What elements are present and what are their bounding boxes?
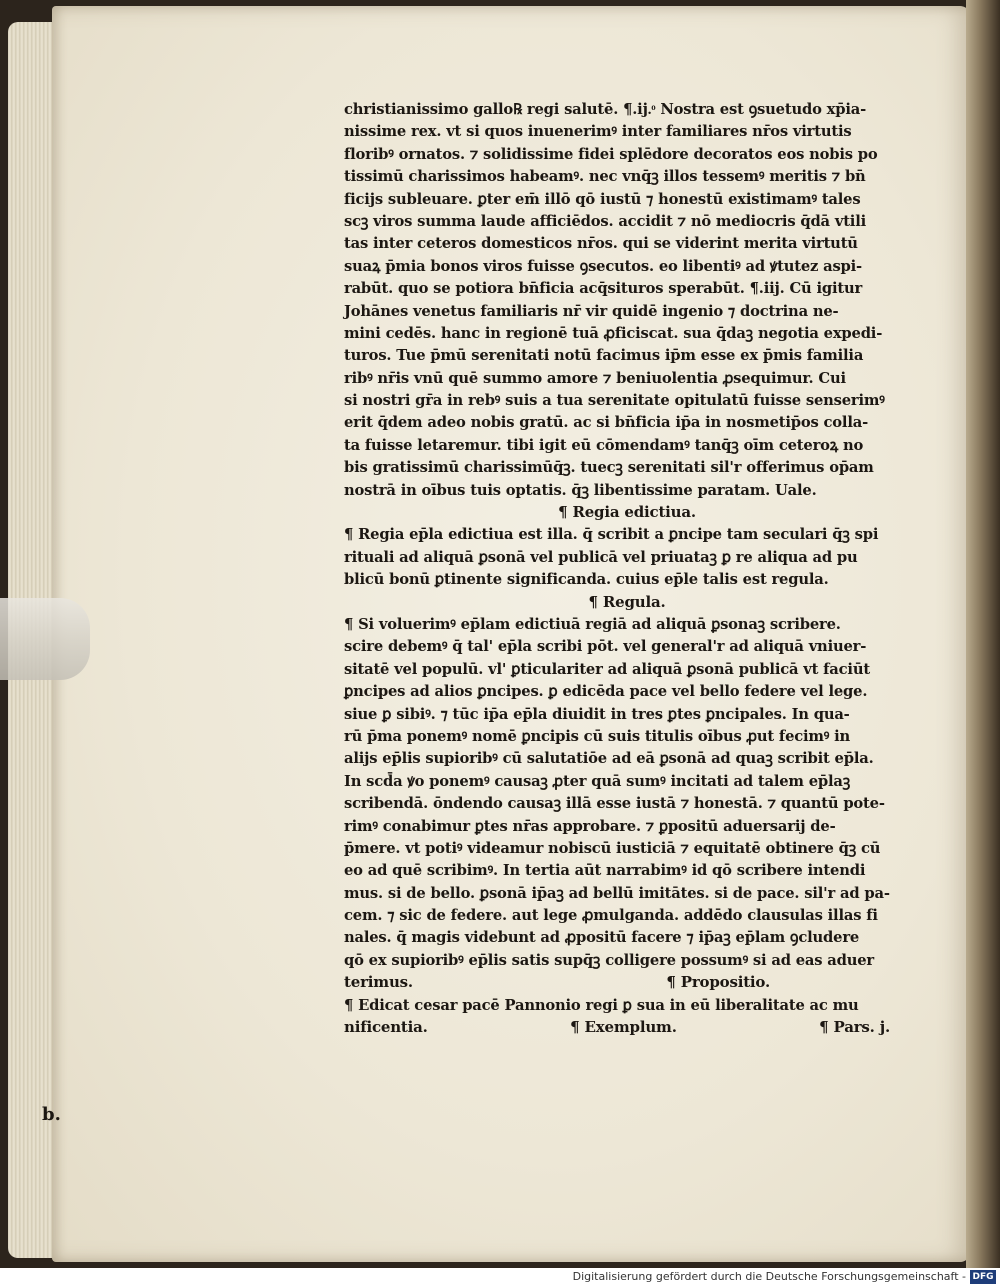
letter-line: scꝫ viros summa laude afficiēdos. accidit ⁊ nō mediocris q̄dā vtili [344, 211, 867, 230]
regia-line: rituali ad aliquā ꝑsonā vel publicā vel priuataꝫ ꝑ re aliqua ad pu [344, 547, 858, 566]
dfg-logo-icon: DFG [970, 1270, 996, 1284]
regula-line: eo ad quē scribimꝰ. In tertia aūt narrabimꝰ id qō scribere intendi [344, 861, 866, 880]
regula-line: mus. si de bello. ꝑsonā ip̄aꝫ ad bellū imitātes. si de pace. sil'r ad pa- [344, 883, 890, 902]
heading-propositio: ¶ Propositio. [666, 973, 770, 992]
letter-line: suaꝝ p̄mia bonos viros fuisse ꝯsecutos. eo libentiꝰ ad ꝟtutez aspi- [344, 256, 862, 275]
regia-line: blicū bonū ꝑtinente significanda. cuius ep̄le talis est regula. [344, 570, 829, 589]
paragraph-regia [344, 523, 910, 590]
heading-regia: ¶ Regia edictiua. [558, 503, 696, 522]
regia-line: ¶ Regia ep̄la edictiua est illa. q̄ scribit a ꝑncipe tam seculari q̄ꝫ spi [344, 525, 879, 544]
regula-line: alijs ep̄lis supioribꝰ cū salutatiōe ad eā ꝑsonā ad quaꝫ scribit ep̄la. [344, 749, 874, 768]
main-text-block [344, 98, 910, 1038]
regula-line: In scd̄a ꝟo ponemꝰ causaꝫ ꝓter quā sumꝰ incitati ad talem ep̄laꝫ [344, 771, 851, 790]
exemplum-line [344, 1016, 910, 1038]
paragraph-regula [344, 613, 910, 971]
letter-line: tissimū charissimos habeamꝰ. nec vnq̄ꝫ illos tessemꝰ meritis ⁊ bn̄ [344, 167, 866, 186]
letter-line: mini cedēs. hanc in regionē tuā ꝓficiscat. sua q̄daꝫ negotia expedi- [344, 323, 883, 342]
folio-mark: b. [42, 1104, 61, 1125]
regula-line: qō ex supioribꝰ ep̄lis satis supq̄ꝫ colligere possumꝰ si ad eas aduer [344, 950, 875, 969]
text-terimus: terimus. [344, 973, 413, 992]
regula-line: p̄mere. vt potiꝰ videamur nobiscū iusticiā ⁊ equitatē obtinere q̄ꝫ cū [344, 838, 881, 857]
footer-credit-text: Digitalisierung gefördert durch die Deutsche Forschungsgemeinschaft - [572, 1270, 966, 1283]
regula-line: rū p̄ma ponemꝰ nomē ꝑncipis cū suis titulis oībus ꝓut fecimꝰ in [344, 726, 851, 745]
heading-pars: ¶ Pars. j. [819, 1018, 890, 1037]
letter-line: turos. Tue p̄mū serenitati notū facimus ip̄m esse ex p̄mis familia [344, 346, 864, 365]
regula-line: scribendā. ōndendo causaꝫ illā esse iustā ⁊ honestā. ⁊ quantū pote- [344, 794, 885, 813]
edicat-line: ¶ Edicat cesar pacē Pannonio regi ꝑ sua in eū liberalitate ac mu [344, 995, 859, 1014]
propositio-line [344, 971, 910, 993]
letter-line: bis gratissimū charissimūq̄ꝫ. tuecꝫ serenitati sil'r offerimus op̄am [344, 458, 874, 477]
regula-line: ꝑncipes ad alios ꝑncipes. ꝑ edicēda pace vel bello federe vel lege. [344, 682, 868, 701]
letter-line: ficijs subleuare. ꝑter em̄ illō qō iustū ⁊ honestū existimamꝰ tales [344, 189, 861, 208]
regula-line: nales. q̄ magis videbunt ad ꝓpositū facere ⁊ ip̄aꝫ ep̄lam ꝯcludere [344, 928, 860, 947]
regula-line: siue ꝑ sibiꝰ. ⁊ tūc ip̄a ep̄la diuidit in tres ꝑtes ꝑncipales. In qua- [344, 704, 850, 723]
regula-line: cem. ⁊ sic de federe. aut lege ꝓmulganda. addēdo clausulas illas fi [344, 906, 878, 925]
letter-line: christianissimo gallo℞ regi salutē. ¶.ij.ͦ Nostra est ꝯsuetudo xp̄ia- [344, 100, 866, 118]
letter-line: ta fuisse letaremur. tibi igit eū cōmendamꝰ tanq̄ꝫ oīm ceteroꝝ no [344, 435, 864, 454]
letter-line: si nostri gr̄a in rebꝰ suis a tua serenitate opitulatū fuisse senserimꝰ [344, 391, 885, 410]
heading-regula: ¶ Regula. [588, 592, 666, 611]
letter-line: Johānes venetus familiaris nr̄ vir quidē ingenio ⁊ doctrina ne- [344, 301, 839, 320]
regula-line: ¶ Si voluerimꝰ ep̄lam edictiuā regiā ad aliquā ꝑsonaꝫ scribere. [344, 614, 841, 633]
plastic-tab [0, 598, 90, 680]
letter-line: ribꝰ nr̄is vnū quē summo amore ⁊ beniuolentia ꝓsequimur. Cui [344, 368, 846, 387]
regula-line: rimꝰ conabimur ꝑtes nr̄as approbare. ⁊ ꝑpositū aduersarij de- [344, 816, 836, 835]
letter-line: nissime rex. vt si quos inuenerimꝰ inter familiares nr̄os virtutis [344, 122, 852, 141]
letter-line: tas inter ceteros domesticos nr̄os. qui se viderint merita virtutū [344, 234, 858, 253]
regula-line: sitatē vel populū. vl' ꝑticulariter ad aliquā ꝑsonā publicā vt faciūt [344, 659, 870, 678]
right-page-edge [966, 0, 1000, 1268]
regula-line: scire debemꝰ q̄ tal' ep̄la scribi pōt. vel general'r ad aliquā vniuer- [344, 637, 867, 656]
letter-line: rabūt. quo se potiora bn̄ficia acq̄situros sperabūt. ¶.iij. Cū igitur [344, 279, 863, 298]
footer-bar [0, 1268, 1000, 1287]
letter-line: floribꝰ ornatos. ⁊ solidissime fidei splēdore decoratos eos nobis po [344, 144, 878, 163]
paragraph-letter [344, 98, 910, 501]
letter-line: nostrā in oībus tuis optatis. q̄ꝫ libentissime paratam. Uale. [344, 480, 817, 499]
text-nificentia: nificentia. [344, 1018, 428, 1037]
heading-exemplum: ¶ Exemplum. [570, 1018, 677, 1037]
letter-line: erit q̄dem adeo nobis gratū. ac si bn̄ficia ip̄a in nosmetip̄os colla- [344, 413, 868, 432]
